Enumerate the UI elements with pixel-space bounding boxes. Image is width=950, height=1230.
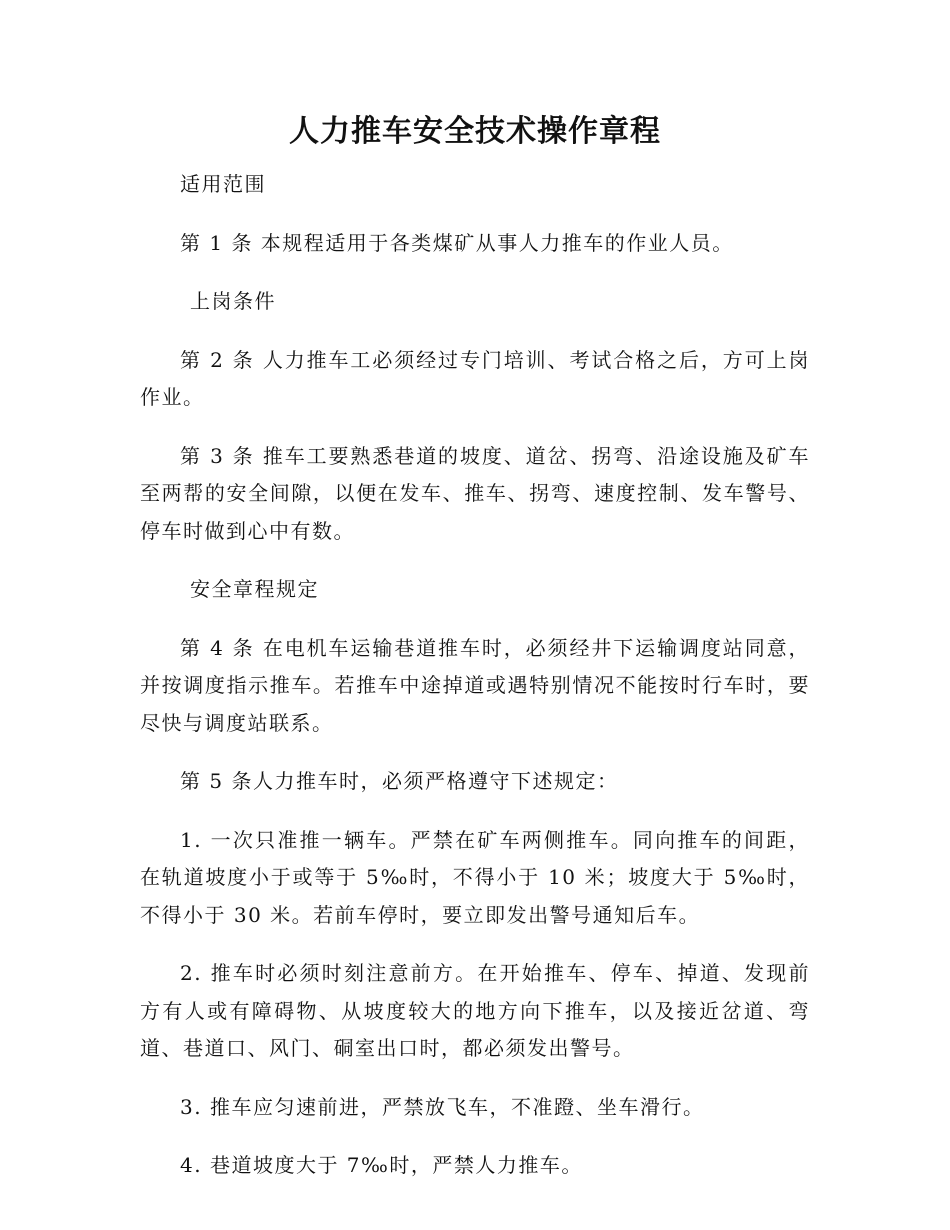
- article-2: 第 2 条 人力推车工必须经过专门培训、考试合格之后，方可上岗作业。: [140, 347, 810, 409]
- section-heading-safety-rules: 安全章程规定: [190, 577, 319, 601]
- rule-item-1: 1. 一次只准推一辆车。严禁在矿车两侧推车。同向推车的间距，在轨道坡度小于或等于 5‰时，不得小于 10 米；坡度大于 5‰时，不得小于 30 米。若前车停时，要立即发出警号通知后车。: [140, 827, 810, 927]
- document-body: [140, 166, 810, 1206]
- article-4: 第 4 条 在电机车运输巷道推车时，必须经井下运输调度站同意，并按调度指示推车。若推车中途掉道或遇特别情况不能按时行车时，要尽快与调度站联系。: [140, 635, 810, 735]
- article-1: 第 1 条 本规程适用于各类煤矿从事人力推车的作业人员。: [180, 230, 734, 255]
- rule-item-2: 2. 推车时必须时刻注意前方。在开始推车、停车、掉道、发现前方有人或有障碍物、从坡度较大的地方向下推车，以及接近岔道、弯道、巷道口、风门、硐室出口时，都必须发出警号。: [140, 961, 810, 1060]
- document-title: 人力推车安全技术操作章程: [289, 114, 661, 149]
- article-5: 第 5 条人力推车时，必须严格遵守下述规定：: [180, 769, 619, 793]
- section-heading-qualification: 上岗条件: [190, 289, 276, 313]
- rule-item-3: 3. 推车应匀速前进，严禁放飞车，不准蹬、坐车滑行。: [180, 1094, 705, 1119]
- article-3: 第 3 条 推车工要熟悉巷道的坡度、道岔、拐弯、沿途设施及矿车至两帮的安全间隙，以便在发车、推车、拐弯、速度控制、发车警号、停车时做到心中有数。: [140, 443, 810, 543]
- rule-item-4: 4. 巷道坡度大于 7‰时，严禁人力推车。: [180, 1153, 583, 1177]
- section-heading-scope: 适用范围: [180, 172, 266, 196]
